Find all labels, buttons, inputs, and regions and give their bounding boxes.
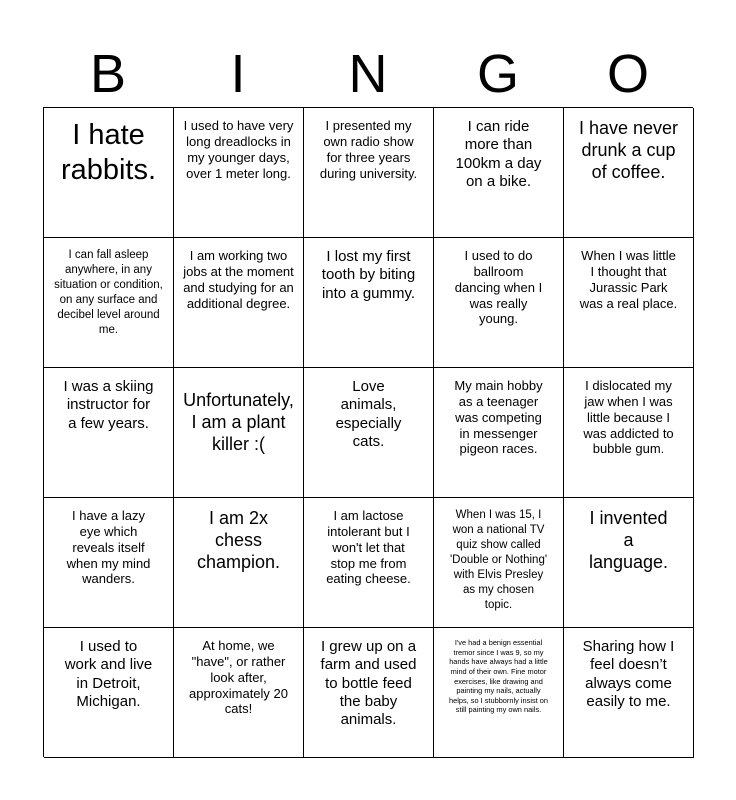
- cell-text: I was a skiing instructor for a few years.: [63, 378, 154, 432]
- bingo-cell[interactable]: [434, 628, 564, 758]
- bingo-cell[interactable]: [564, 498, 694, 628]
- cell-text: I used to have very long dreadlocks in my younger days, over 1 meter long.: [183, 118, 294, 181]
- bingo-cell[interactable]: [434, 498, 564, 628]
- cell-text: I used to work and live in Detroit, Michigan.: [64, 638, 153, 710]
- header-letter-g: G: [476, 44, 519, 104]
- cell-text: I invented a language.: [588, 508, 669, 572]
- cell-text: I have never drunk a cup of coffee.: [578, 118, 679, 182]
- cell-text: I used to do ballroom dancing when I was really young.: [454, 248, 543, 327]
- cell-text: I hate rabbits.: [60, 119, 157, 186]
- bingo-cell[interactable]: [44, 368, 174, 498]
- cell-text: I presented my own radio show for three years during university.: [319, 118, 418, 181]
- cell-text: When I was little I thought that Jurassic Park was a real place.: [579, 248, 678, 311]
- bingo-cell[interactable]: [304, 108, 434, 238]
- cell-text: Unfortunately, I am a plant killer :(: [183, 390, 294, 454]
- bingo-cell[interactable]: [44, 628, 174, 758]
- cell-text: I have a lazy eye which reveals itself when my mind wanders.: [66, 508, 151, 587]
- bingo-cell[interactable]: [304, 628, 434, 758]
- bingo-cell[interactable]: [174, 368, 304, 498]
- bingo-cell[interactable]: [174, 108, 304, 238]
- bingo-cell[interactable]: [434, 368, 564, 498]
- cell-text: I grew up on a farm and used to bottle feed the baby animals.: [320, 638, 417, 729]
- cell-text: I can fall asleep anywhere, in any situation or condition, on any surface and decibel level around me.: [54, 249, 163, 336]
- bingo-cell[interactable]: [44, 238, 174, 368]
- bingo-header: [43, 44, 693, 104]
- cell-text: When I was 15, I won a national TV quiz show called 'Double or Nothing' with Elvis Presley as my chosen topic.: [449, 509, 548, 611]
- bingo-cell[interactable]: [304, 368, 434, 498]
- bingo-cell[interactable]: [44, 108, 174, 238]
- cell-text: At home, we "have", or rather look after, approximately 20 cats!: [189, 638, 288, 717]
- bingo-cell[interactable]: [564, 108, 694, 238]
- bingo-cell[interactable]: [174, 498, 304, 628]
- header-letter-o: O: [606, 44, 649, 104]
- cell-text: I am working two jobs at the moment and studying for an additional degree.: [183, 248, 294, 311]
- cell-text: I lost my first tooth by biting into a gummy.: [321, 248, 416, 302]
- cell-text: Sharing how I feel doesn’t always come easily to me.: [582, 638, 675, 710]
- header-letter-n: N: [348, 44, 388, 104]
- bingo-grid: [43, 107, 693, 757]
- bingo-cell[interactable]: [44, 498, 174, 628]
- header-letter-i: I: [230, 44, 246, 104]
- header-letter-b: B: [89, 44, 127, 104]
- bingo-cell[interactable]: [304, 498, 434, 628]
- bingo-cell[interactable]: [564, 368, 694, 498]
- cell-text: I've had a benign essential tremor since I was 9, so my hands have always had a little mind of their own. Fine motor exercises, like drawing and painting my nails, actually helps, so I stubbornly insist on still painting my own nails.: [448, 638, 548, 715]
- bingo-cell[interactable]: [564, 628, 694, 758]
- cell-text: My main hobby as a teenager was competing in messenger pigeon races.: [454, 378, 543, 457]
- bingo-cell[interactable]: [434, 238, 564, 368]
- bingo-cell[interactable]: [564, 238, 694, 368]
- bingo-cell[interactable]: [174, 238, 304, 368]
- bingo-cell[interactable]: [304, 238, 434, 368]
- cell-text: I can ride more than 100km a day on a bike.: [455, 118, 542, 190]
- bingo-cell[interactable]: [434, 108, 564, 238]
- cell-text: Love animals, especially cats.: [335, 378, 402, 450]
- bingo-cell[interactable]: [174, 628, 304, 758]
- cell-text: I am lactose intolerant but I won't let that stop me from eating cheese.: [326, 508, 411, 587]
- cell-text: I am 2x chess champion.: [196, 508, 281, 572]
- cell-text: I dislocated my jaw when I was little because I was addicted to bubble gum.: [583, 378, 674, 457]
